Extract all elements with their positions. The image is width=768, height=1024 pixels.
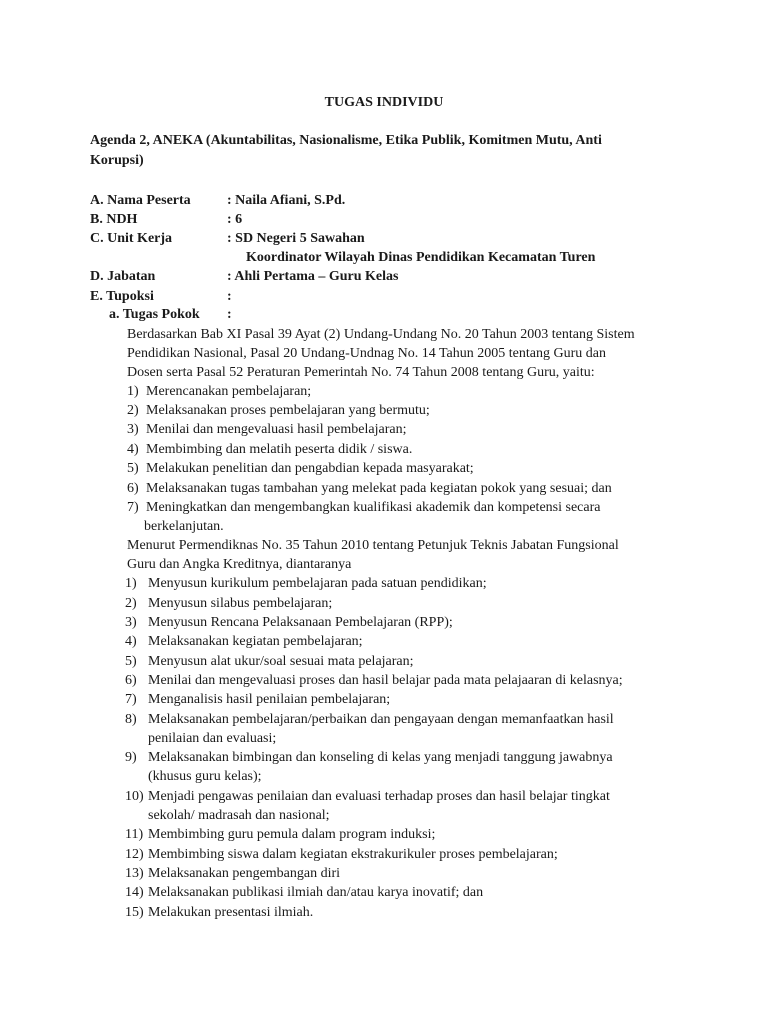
list2-item: Melakukan presentasi ilmiah. — [148, 905, 314, 920]
list2-item-continuation: sekolah/ madrasah dan nasional; — [148, 808, 330, 823]
list1-number: 2) — [127, 403, 139, 418]
list1-number: 1) — [127, 384, 139, 399]
list2-item: Melaksanakan bimbingan dan konseling di kelas yang menjadi tanggung jawabnya — [148, 750, 613, 765]
list1-number: 6) — [127, 481, 139, 496]
list2-item: Melaksanakan pengembangan diri — [148, 866, 341, 881]
document-title: TUGAS INDIVIDU — [324, 95, 444, 110]
field-value-unit-kerja-line2: Koordinator Wilayah Dinas Pendidikan Kecamatan Turen — [246, 250, 596, 265]
list2-item-continuation: (khusus guru kelas); — [148, 769, 262, 784]
list1-number: 3) — [127, 422, 139, 437]
field-label-jabatan: D. Jabatan — [90, 269, 156, 284]
list2-item: Menyusun kurikulum pembelajaran pada satuan pendidikan; — [148, 576, 487, 591]
agenda-line-2: Korupsi) — [90, 153, 144, 168]
list2-number: 6) — [125, 673, 137, 688]
list2-number: 13) — [125, 866, 144, 881]
list1-number: 7) — [127, 500, 139, 515]
field-value-tupoksi: : — [227, 289, 232, 304]
list1-number: 5) — [127, 461, 139, 476]
field-label-nama: A. Nama Peserta — [90, 193, 191, 208]
paragraph1-line: Dosen serta Pasal 52 Peraturan Pemerintah No. 74 Tahun 2008 tentang Guru, yaitu: — [127, 365, 595, 380]
list1-item-continuation: berkelanjutan. — [144, 519, 224, 534]
list2-number: 14) — [125, 885, 144, 900]
list2-number: 12) — [125, 847, 144, 862]
list2-item-continuation: penilaian dan evaluasi; — [148, 731, 277, 746]
list1-item: Menilai dan mengevaluasi hasil pembelajaran; — [146, 422, 407, 437]
list1-item: Meningkatkan dan mengembangkan kualifikasi akademik dan kompetensi secara — [146, 500, 601, 515]
list2-item: Menilai dan mengevaluasi proses dan hasil belajar pada mata pelajaaran di kelasnya; — [148, 673, 623, 688]
list2-item: Melaksanakan publikasi ilmiah dan/atau karya inovatif; dan — [148, 885, 484, 900]
tugas-pokok-colon: : — [227, 307, 232, 322]
field-label-unit-kerja: C. Unit Kerja — [90, 231, 173, 246]
list2-number: 4) — [125, 634, 137, 649]
list2-number: 1) — [125, 576, 137, 591]
field-value-nama: : Naila Afiani, S.Pd. — [227, 193, 346, 208]
field-value-jabatan: : Ahli Pertama – Guru Kelas — [227, 269, 399, 284]
list2-item: Menyusun silabus pembelajaran; — [148, 596, 333, 611]
list2-number: 11) — [125, 827, 144, 842]
list2-item: Menyusun Rencana Pelaksanaan Pembelajaran (RPP); — [148, 615, 453, 630]
list2-number: 7) — [125, 692, 137, 707]
list2-item: Melaksanakan pembelajaran/perbaikan dan pengayaan dengan memanfaatkan hasil — [148, 712, 614, 727]
paragraph1-line: Pendidikan Nasional, Pasal 20 Undang-Undnag No. 14 Tahun 2005 tentang Guru dan — [127, 346, 606, 361]
list2-number: 10) — [125, 789, 144, 804]
list2-item: Menyusun alat ukur/soal sesuai mata pelajaran; — [148, 654, 414, 669]
list1-item: Melaksanakan proses pembelajaran yang bermutu; — [146, 403, 430, 418]
agenda-line-1: Agenda 2, ANEKA (Akuntabilitas, Nasionalisme, Etika Publik, Komitmen Mutu, Anti — [90, 133, 602, 148]
list1-item: Melakukan penelitian dan pengabdian kepada masyarakat; — [146, 461, 474, 476]
field-label-ndh: B. NDH — [90, 212, 138, 227]
field-value-ndh: : 6 — [227, 212, 243, 227]
list2-number: 8) — [125, 712, 137, 727]
paragraph2-line: Guru dan Angka Kreditnya, diantaranya — [127, 557, 352, 572]
list2-number: 9) — [125, 750, 137, 765]
list2-item: Menjadi pengawas penilaian dan evaluasi terhadap proses dan hasil belajar tingkat — [148, 789, 610, 804]
tugas-pokok-label: a. Tugas Pokok — [109, 307, 200, 322]
list2-item: Melaksanakan kegiatan pembelajaran; — [148, 634, 363, 649]
list2-number: 5) — [125, 654, 137, 669]
field-label-tupoksi: E. Tupoksi — [90, 289, 154, 304]
list1-item: Merencanakan pembelajaran; — [146, 384, 312, 399]
list1-item: Membimbing dan melatih peserta didik / siswa. — [146, 442, 413, 457]
paragraph1-line: Berdasarkan Bab XI Pasal 39 Ayat (2) Undang-Undang No. 20 Tahun 2003 tentang Sistem — [127, 327, 635, 342]
paragraph2-line: Menurut Permendiknas No. 35 Tahun 2010 tentang Petunjuk Teknis Jabatan Fungsional — [127, 538, 619, 553]
list2-item: Membimbing siswa dalam kegiatan ekstrakurikuler proses pembelajaran; — [148, 847, 558, 862]
list2-item: Menganalisis hasil penilaian pembelajaran; — [148, 692, 391, 707]
list1-number: 4) — [127, 442, 139, 457]
list2-number: 3) — [125, 615, 137, 630]
list2-number: 15) — [125, 905, 144, 920]
field-value-unit-kerja: : SD Negeri 5 Sawahan — [227, 231, 365, 246]
list2-item: Membimbing guru pemula dalam program induksi; — [148, 827, 436, 842]
list1-item: Melaksanakan tugas tambahan yang melekat pada kegiatan pokok yang sesuai; dan — [146, 481, 612, 496]
list2-number: 2) — [125, 596, 137, 611]
